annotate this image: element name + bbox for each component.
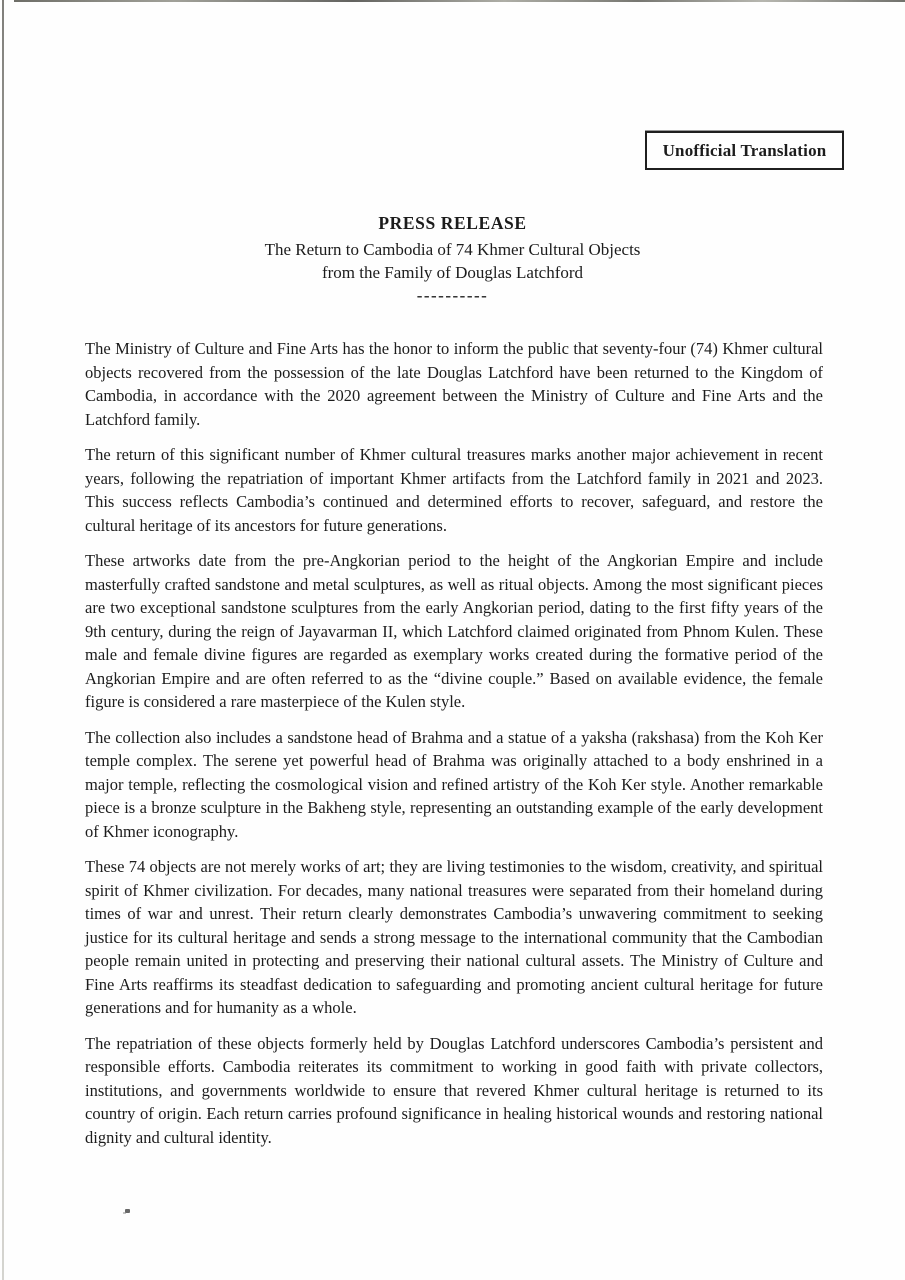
subtitle-line-2: from the Family of Douglas Latchford: [321, 263, 584, 282]
paragraph: The repatriation of these objects formerly held by Douglas Latchford underscores Cambodia’s persistent and responsible efforts. Cambodia reiterates its commitment to working in good faith with private collectors, institutions, and governments worldwide to ensure that revered Khmer cultural heritage is returned to its country of origin. Each return carries profound significance in healing historical wounds and restoring national dignity and cultural identity.: [85, 1033, 823, 1147]
document-body: [85, 337, 823, 1161]
paragraph: The collection also includes a sandstone head of Brahma and a statue of a yaksha (rakshasa) from the Koh Ker temple complex. The serene yet powerful head of Brahma was originally attached to a body enshrined in a major temple, reflecting the cosmological vision and refined artistry of the Koh Ker style. Another remarkable piece is a bronze sculpture in the Bakheng style, representing an outstanding example of the early development of Khmer iconography.: [85, 727, 823, 841]
paragraph: These 74 objects are not merely works of art; they are living testimonies to the wisdom, creativity, and spiritual spirit of Khmer civilization. For decades, many national treasures were separated from their homeland during times of war and unrest. Their return clearly demonstrates Cambodia’s unwavering commitment to seeking justice for its cultural heritage and sends a strong message to the international community that the Cambodian people remain united in protecting and preserving their national cultural assets. The Ministry of Culture and Fine Arts reaffirms its steadfast dedication to safeguarding and promoting ancient cultural heritage for future generations and for humanity as a whole.: [85, 857, 823, 1017]
subtitle-line-1: The Return to Cambodia of 74 Khmer Cultural Objects: [264, 240, 641, 259]
scan-top-edge-artifact: [14, 0, 905, 2]
scan-speck-artifact: [125, 1209, 130, 1213]
paragraph: The return of this significant number of Khmer cultural treasures marks another major achievement in recent years, following the repatriation of important Khmer artifacts from the Latchford family in 2021 and 2023. This success reflects Cambodia’s continued and determined efforts to recover, safeguard, and restore the cultural heritage of its ancestors for future generations.: [85, 445, 823, 535]
stamp-label: Unofficial Translation: [662, 140, 827, 160]
separator-dashes: ----------: [416, 286, 489, 305]
paragraph: The Ministry of Culture and Fine Arts has the honor to inform the public that seventy-four (74) Khmer cultural objects recovered from the possession of the late Douglas Latchford have been returned to the Kingdom of Cambodia, in accordance with the 2020 agreement between the Ministry of Culture and Fine Arts and the Latchford family.: [85, 339, 823, 429]
paragraph: These artworks date from the pre-Angkorian period to the height of the Angkorian Empire and include masterfully crafted sandstone and metal sculptures, as well as ritual objects. Among the most significant pieces are two exceptional sandstone sculptures from the early Angkorian period, dating to the first fifty years of the 9th century, during the reign of Jayavarman II, which Latchford claimed originated from Phnom Kulen. These male and female divine figures are regarded as exemplary works created during the formative period of the Angkorian Empire and are often referred to as the “divine couple.” Based on available evidence, the female figure is considered a rare masterpiece of the Kulen style.: [85, 551, 823, 711]
scan-left-edge-artifact: [2, 0, 4, 1280]
press-release-title: PRESS RELEASE: [378, 213, 527, 233]
title-block: [0, 212, 905, 284]
unofficial-translation-stamp: [645, 131, 844, 170]
